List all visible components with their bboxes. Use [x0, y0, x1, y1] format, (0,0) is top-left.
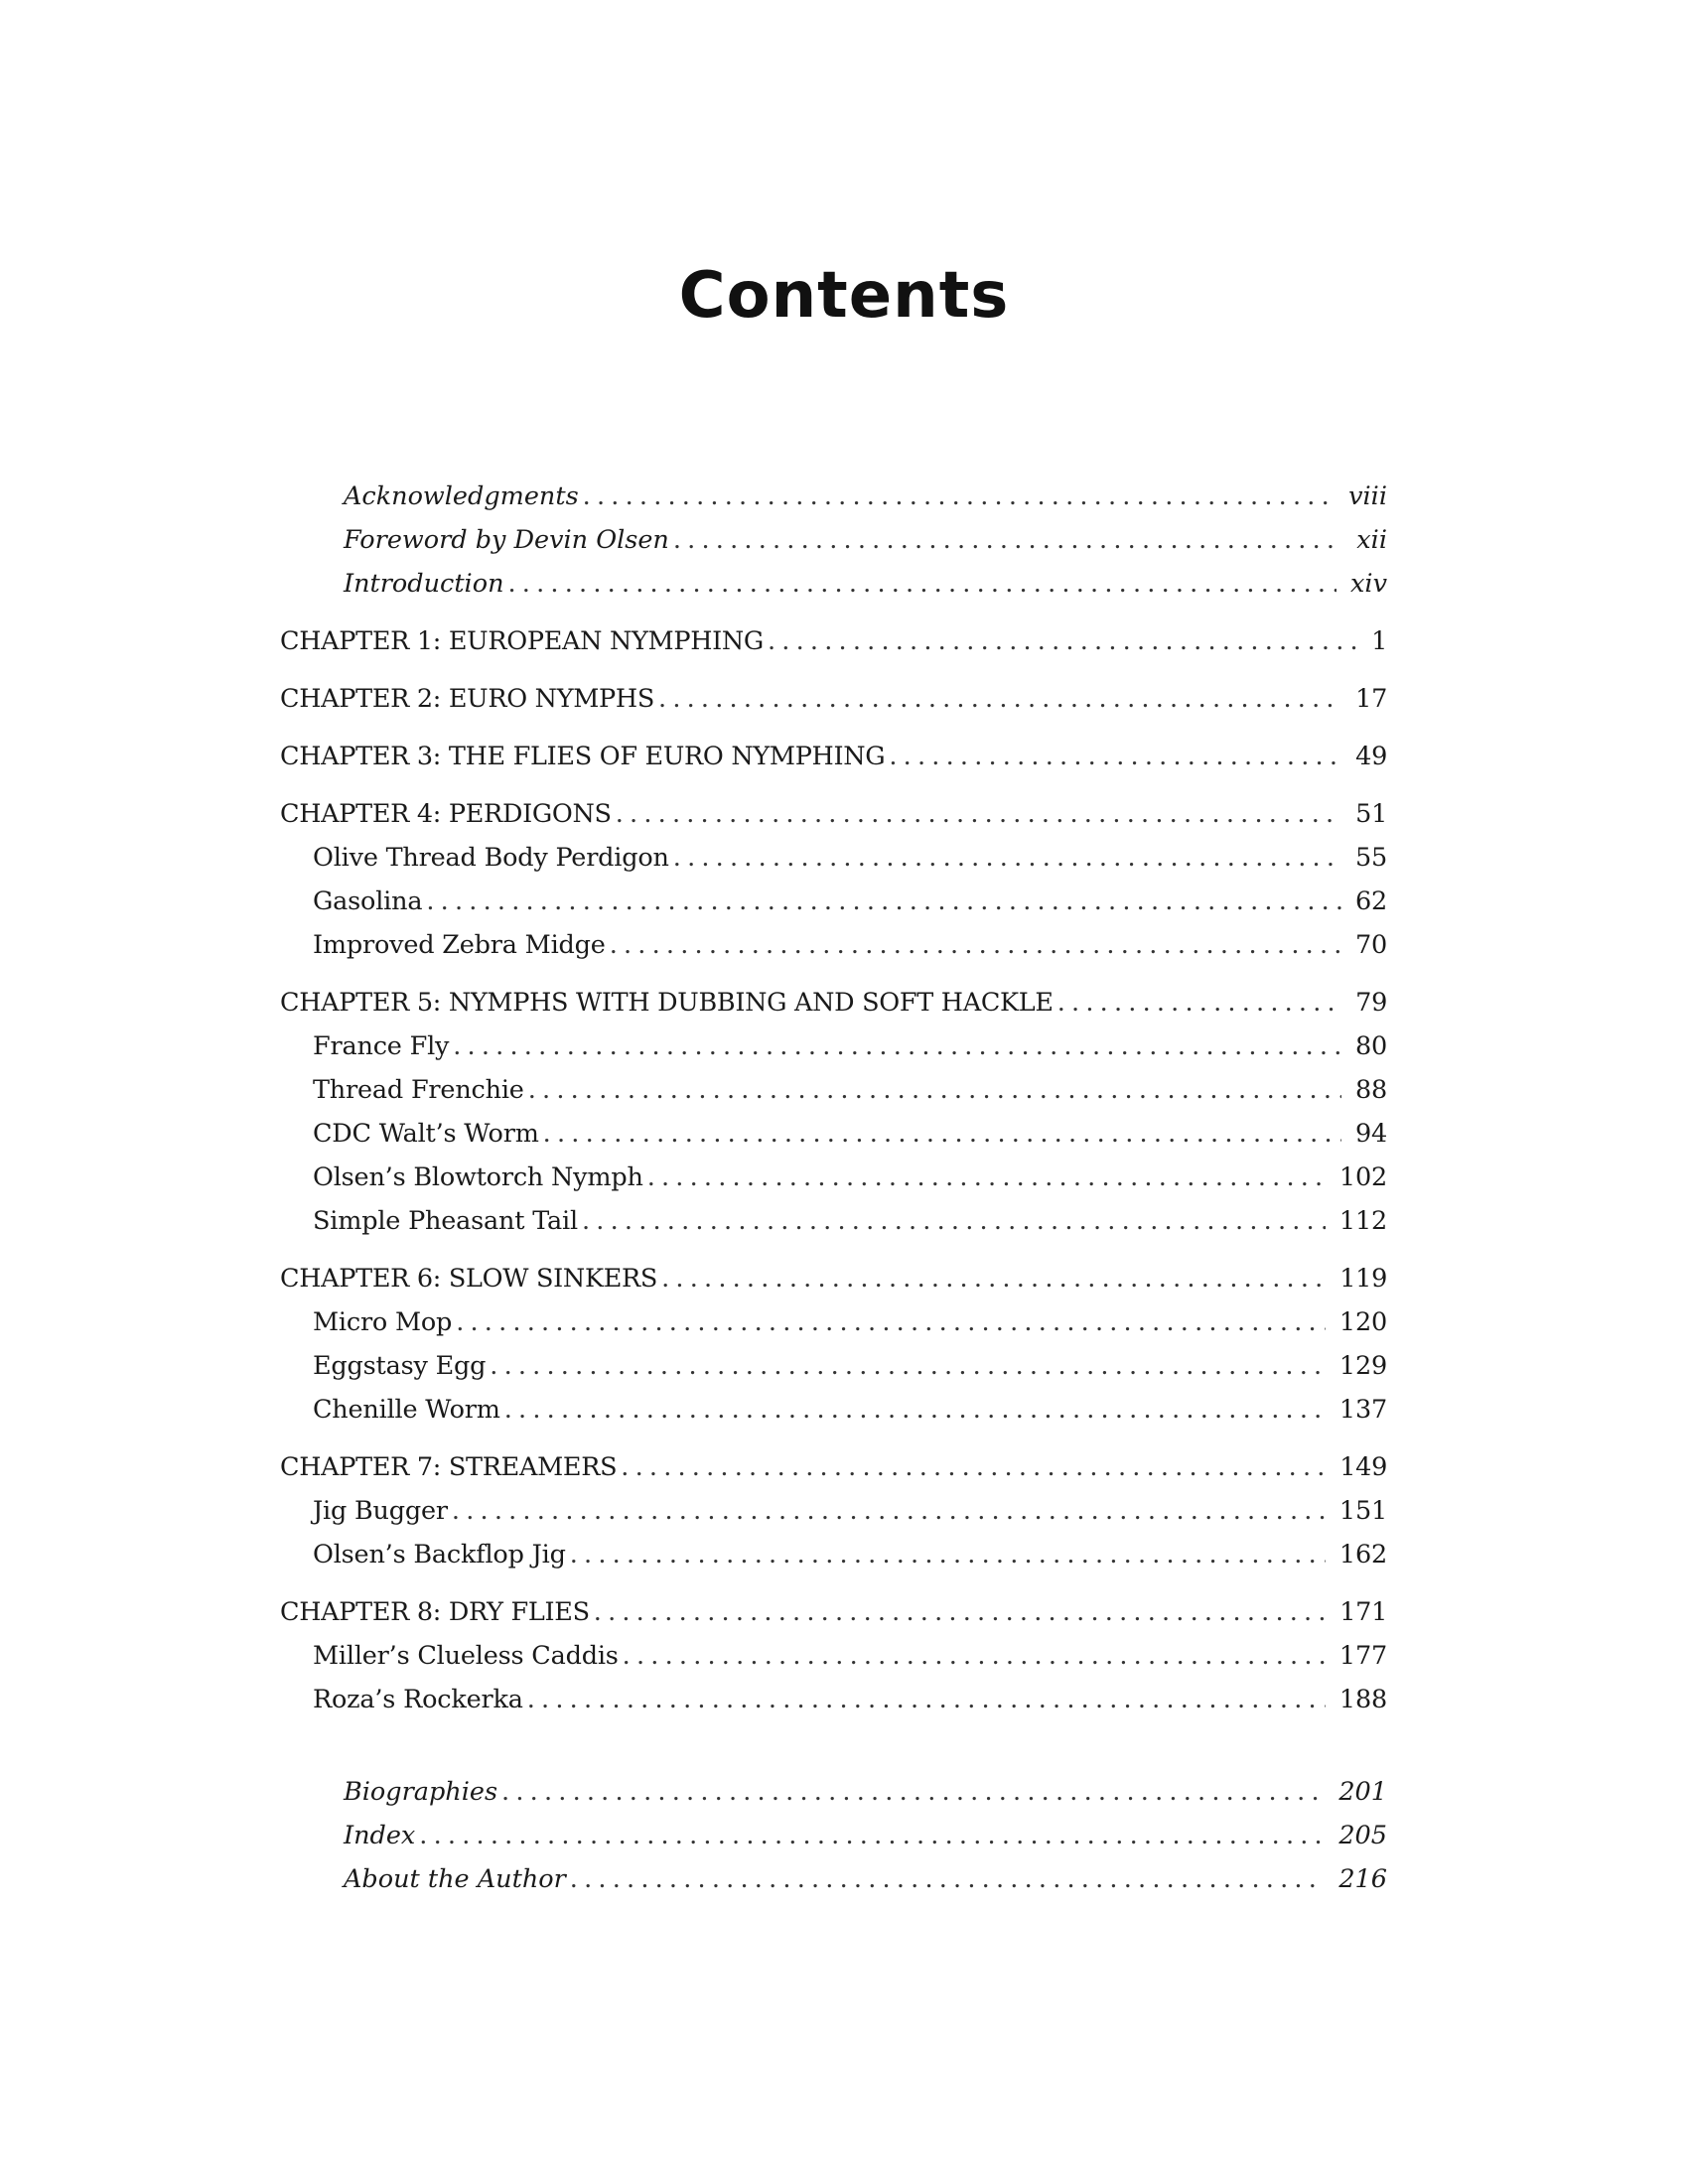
- toc-item-micro-mop[interactable]: [313, 1304, 1387, 1340]
- toc-entry-title: About the Author: [344, 1864, 566, 1894]
- toc-item-page: 137: [1338, 1395, 1387, 1425]
- toc-entry-page: xiv: [1350, 569, 1387, 599]
- dot-leader: [621, 1449, 1326, 1485]
- toc-item-page: 129: [1338, 1351, 1387, 1381]
- dot-leader: [527, 1682, 1326, 1717]
- dot-leader: [594, 1594, 1326, 1630]
- toc-chapter-4[interactable]: [280, 796, 1387, 832]
- toc-entry-page: 216: [1338, 1864, 1387, 1894]
- dot-leader: [658, 681, 1341, 717]
- toc-item-chenille-worm[interactable]: [313, 1392, 1387, 1428]
- toc-item-page: 70: [1354, 930, 1387, 960]
- toc-chapter-page: 1: [1371, 626, 1387, 656]
- toc-entry-foreword[interactable]: [344, 522, 1387, 558]
- dot-leader: [456, 1304, 1326, 1340]
- toc-entry-index[interactable]: [344, 1818, 1387, 1853]
- dot-leader: [504, 1392, 1326, 1428]
- dot-leader: [543, 1116, 1341, 1152]
- toc-item-france-fly[interactable]: [313, 1028, 1387, 1064]
- dot-leader: [616, 796, 1341, 832]
- toc-item-page: 120: [1338, 1307, 1387, 1337]
- toc-item-cdc-walts-worm[interactable]: [313, 1116, 1387, 1152]
- toc-chapter-7[interactable]: [280, 1449, 1387, 1485]
- toc-item-eggstasy-egg[interactable]: [313, 1348, 1387, 1384]
- dot-leader: [582, 1203, 1326, 1239]
- toc-entry-page: xii: [1356, 525, 1387, 555]
- toc-chapter-page: 51: [1355, 799, 1387, 829]
- toc-item-millers-clueless-caddis[interactable]: [313, 1638, 1387, 1674]
- toc-item-page: 188: [1338, 1685, 1387, 1714]
- toc-item-jig-bugger[interactable]: [313, 1493, 1387, 1529]
- toc-chapter-6[interactable]: [280, 1261, 1387, 1297]
- toc-chapter-1[interactable]: [280, 623, 1387, 659]
- toc-chapter-page: 149: [1339, 1452, 1387, 1482]
- toc-item-thread-frenchie[interactable]: [313, 1072, 1387, 1108]
- toc-item-title: Simple Pheasant Tail: [313, 1206, 578, 1236]
- toc-chapter-3[interactable]: [280, 739, 1387, 774]
- dot-leader: [768, 623, 1357, 659]
- toc-entry-page: viii: [1348, 481, 1387, 511]
- toc-item-page: 162: [1338, 1540, 1387, 1570]
- toc-item-olive-thread-body-perdigon[interactable]: [313, 840, 1387, 876]
- toc-item-page: 177: [1338, 1641, 1387, 1671]
- toc-entry-title: Introduction: [344, 569, 504, 599]
- toc-item-title: Chenille Worm: [313, 1395, 500, 1425]
- toc-item-page: 112: [1338, 1206, 1387, 1236]
- toc-item-title: Olsen’s Blowtorch Nymph: [313, 1162, 643, 1192]
- toc-item-page: 88: [1354, 1075, 1387, 1105]
- toc-item-title: Miller’s Clueless Caddis: [313, 1641, 619, 1671]
- toc-chapter-title: CHAPTER 4: PERDIGONS: [280, 799, 612, 829]
- toc-chapter-page: 17: [1355, 684, 1387, 714]
- toc-entry-page: 205: [1338, 1821, 1387, 1850]
- toc-item-olsens-backflop-jig[interactable]: [313, 1537, 1387, 1572]
- dot-leader: [610, 927, 1341, 963]
- toc-item-page: 55: [1354, 843, 1387, 873]
- toc-chapter-page: 119: [1339, 1264, 1387, 1294]
- toc-item-title: Micro Mop: [313, 1307, 453, 1337]
- dot-leader: [453, 1028, 1341, 1064]
- toc-chapter-2[interactable]: [280, 681, 1387, 717]
- toc-entry-title: Index: [344, 1821, 416, 1850]
- dot-leader: [623, 1638, 1326, 1674]
- dot-leader: [647, 1160, 1326, 1195]
- toc-item-page: 102: [1338, 1162, 1387, 1192]
- dot-leader: [426, 884, 1341, 919]
- dot-leader: [661, 1261, 1326, 1297]
- toc-entry-acknowledgments[interactable]: [344, 478, 1387, 514]
- toc-item-page: 151: [1338, 1496, 1387, 1526]
- toc-chapter-title: CHAPTER 5: NYMPHS WITH DUBBING AND SOFT HACKLE: [280, 988, 1054, 1018]
- toc-chapter-page: 171: [1339, 1597, 1387, 1627]
- toc-chapter-title: CHAPTER 3: THE FLIES OF EURO NYMPHING: [280, 742, 886, 771]
- dot-leader: [501, 1774, 1325, 1810]
- toc-item-olsens-blowtorch-nymph[interactable]: [313, 1160, 1387, 1195]
- toc-entry-page: 201: [1338, 1777, 1387, 1807]
- toc-item-page: 62: [1354, 887, 1387, 916]
- dot-leader: [889, 739, 1341, 774]
- dot-leader: [508, 566, 1337, 602]
- toc-entry-title: Biographies: [344, 1777, 498, 1807]
- toc-chapter-title: CHAPTER 7: STREAMERS: [280, 1452, 618, 1482]
- toc-chapter-title: CHAPTER 6: SLOW SINKERS: [280, 1264, 658, 1294]
- dot-leader: [528, 1072, 1341, 1108]
- toc-chapter-page: 79: [1355, 988, 1387, 1018]
- toc-item-title: Jig Bugger: [313, 1496, 448, 1526]
- toc-chapter-title: CHAPTER 8: DRY FLIES: [280, 1597, 590, 1627]
- toc-entry-introduction[interactable]: [344, 566, 1387, 602]
- toc-item-title: France Fly: [313, 1031, 450, 1061]
- dot-leader: [673, 840, 1341, 876]
- toc-item-simple-pheasant-tail[interactable]: [313, 1203, 1387, 1239]
- toc-chapter-8[interactable]: [280, 1594, 1387, 1630]
- toc-item-title: Improved Zebra Midge: [313, 930, 606, 960]
- toc-item-page: 94: [1354, 1119, 1387, 1149]
- toc-item-improved-zebra-midge[interactable]: [313, 927, 1387, 963]
- toc-entry-title: Foreword by Devin Olsen: [344, 525, 669, 555]
- toc-item-title: Olive Thread Body Perdigon: [313, 843, 669, 873]
- toc-item-gasolina[interactable]: [313, 884, 1387, 919]
- toc-item-title: Roza’s Rockerka: [313, 1685, 523, 1714]
- toc-item-title: Thread Frenchie: [313, 1075, 524, 1105]
- dot-leader: [583, 478, 1335, 514]
- toc-chapter-5[interactable]: [280, 985, 1387, 1021]
- dot-leader: [1057, 985, 1341, 1021]
- toc-chapter-page: 49: [1355, 742, 1387, 771]
- toc-entry-about-the-author[interactable]: [344, 1861, 1387, 1897]
- toc-item-title: Olsen’s Backflop Jig: [313, 1540, 566, 1570]
- toc-item-rozas-rockerka[interactable]: [313, 1682, 1387, 1717]
- dot-leader: [673, 522, 1342, 558]
- toc-item-title: CDC Walt’s Worm: [313, 1119, 539, 1149]
- toc-item-page: 80: [1354, 1031, 1387, 1061]
- toc-item-title: Eggstasy Egg: [313, 1351, 487, 1381]
- dot-leader: [570, 1537, 1326, 1572]
- toc-entry-title: Acknowledgments: [344, 481, 579, 511]
- toc-chapter-title: CHAPTER 1: EUROPEAN NYMPHING: [280, 626, 764, 656]
- toc-chapter-title: CHAPTER 2: EURO NYMPHS: [280, 684, 655, 714]
- toc-entry-biographies[interactable]: [344, 1774, 1387, 1810]
- dot-leader: [452, 1493, 1326, 1529]
- toc-item-title: Gasolina: [313, 887, 423, 916]
- page-title: Contents: [678, 259, 1010, 333]
- dot-leader: [490, 1348, 1326, 1384]
- dot-leader: [419, 1818, 1325, 1853]
- dot-leader: [570, 1861, 1326, 1897]
